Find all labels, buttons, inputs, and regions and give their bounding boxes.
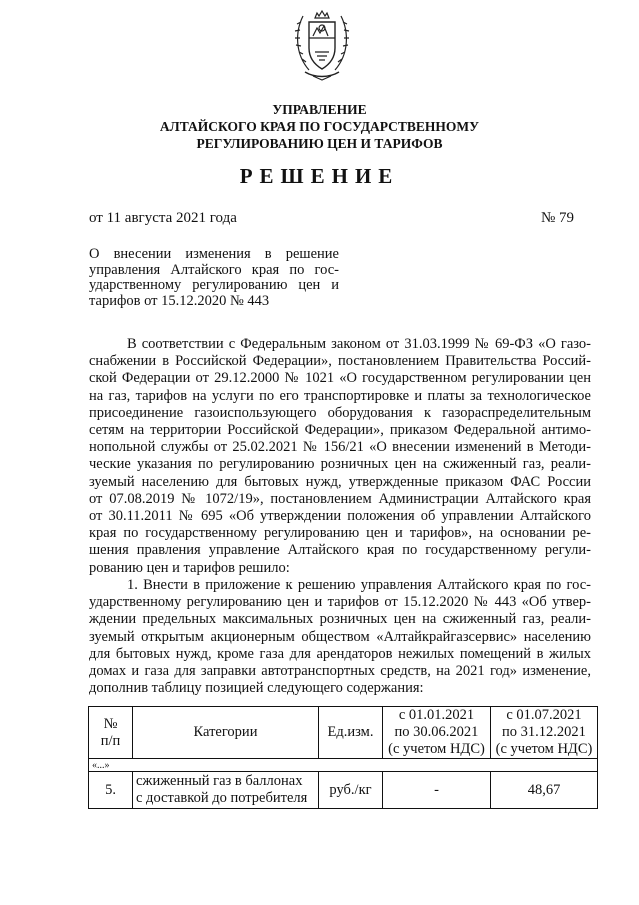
header-period-line: (с учетом НДС): [388, 741, 485, 757]
altai-krai-coat-of-arms-icon: [293, 8, 351, 82]
paragraph-line: нопольной службы от 25.02.2021 № 156/21 «О внесении изменений в Методи-: [89, 439, 591, 456]
row-period-2: 48,67: [491, 772, 598, 809]
paragraph-line: ударственному регулированию цен и тарифов от 15.12.2020 № 443 «Об утвер-: [89, 594, 591, 611]
paragraph-line: ческие указания по регулированию розничных цен на сжиженный газ, реали-: [89, 456, 591, 473]
org-line: РЕГУЛИРОВАНИЮ ЦЕН И ТАРИФОВ: [196, 136, 443, 151]
row-unit: руб./кг: [319, 772, 383, 809]
header-num-line: п/п: [100, 732, 121, 749]
row-category-line: сжиженный газ в баллонах: [136, 773, 303, 789]
row-category-line: с доставкой до потребителя: [136, 790, 308, 806]
price-table: [88, 706, 598, 809]
paragraph-line: домах и газа для заправки автотранспортных средств, на 2021 год» изменение,: [89, 663, 591, 680]
paragraph-line: от 30.11.2011 № 695 «Об утверждении положения об управлении Алтайского: [89, 508, 591, 525]
subject-line: ударственному регулированию цен и: [89, 277, 339, 293]
document-date: от 11 августа 2021 года: [89, 210, 237, 226]
row-num: 5.: [89, 772, 133, 809]
paragraph-line: шения правления управление Алтайского края по государственному регули-: [89, 542, 591, 559]
paragraph-line: снабжении в Российской Федерации», постановлением Правительства Россий-: [89, 353, 591, 370]
subject-line: О внесении изменения в решение: [89, 246, 339, 262]
paragraph-line: 1. Внести в приложение к решению управления Алтайского края по гос-: [127, 577, 591, 593]
table-ellipsis-row: [89, 759, 598, 772]
ellipsis-cell: «...»: [89, 759, 598, 772]
row-period-1: -: [383, 772, 491, 809]
header-period-1: [383, 707, 491, 759]
header-period-line: с 01.07.2021: [506, 707, 582, 723]
paragraph-line: на газ, тарифов на услуги по его транспортировке и платы за технологическое: [89, 387, 591, 404]
header-period-line: по 30.06.2021: [394, 724, 479, 740]
document-number: № 79: [541, 210, 575, 226]
header-period-line: по 31.12.2021: [502, 724, 586, 740]
document-subject: [89, 247, 339, 309]
paragraph-line: дополнив таблицу позицией следующего содержания:: [89, 680, 424, 697]
org-line: УПРАВЛЕНИЕ: [272, 102, 367, 117]
paragraph-line: сетям на территории Российской Федерации», приказом Федеральной антимо-: [89, 422, 591, 439]
header-period-line: (с учетом НДС): [495, 741, 593, 757]
organization-name: [0, 101, 639, 152]
paragraph-line: для бытовых нужд, кроме газа для арендаторов нежилых помещений в жилых: [89, 645, 591, 662]
org-line: АЛТАЙСКОГО КРАЯ ПО ГОСУДАРСТВЕННОМУ: [159, 119, 480, 134]
paragraph-line: присоединение газоиспользующего оборудования к газораспределительным: [89, 404, 591, 421]
table-row: [89, 772, 598, 809]
header-period-line: с 01.01.2021: [398, 707, 475, 723]
header-num-line: №: [103, 715, 118, 732]
header-num: [89, 707, 133, 759]
paragraph-line: ждении предельных максимальных розничных цен на сжиженный газ, реали-: [89, 611, 591, 628]
decision-clause-1: [89, 577, 591, 697]
header-period-2: [491, 707, 598, 759]
paragraph-line: В соответствии с Федеральным законом от 31.03.1999 № 69-ФЗ «О газо-: [127, 336, 591, 352]
table-header-row: [89, 707, 598, 759]
header-category: Категории: [133, 707, 319, 759]
paragraph-line: рованию цен и тарифов решило:: [89, 559, 290, 576]
paragraph-line: от 07.08.2019 № 1072/19», постановлением Администрации Алтайского края: [89, 490, 591, 507]
paragraph-line: края по государственному регулированию цен и тарифов», на основании ре-: [89, 525, 591, 542]
subject-line: управления Алтайского края по гос-: [89, 261, 339, 278]
preamble-paragraph: [89, 336, 591, 577]
row-category: [133, 772, 319, 809]
decision-title: РЕШЕНИЕ: [239, 164, 400, 188]
paragraph-line: ской Федерации от 29.12.2000 № 1021 «О государственном регулировании цен: [89, 370, 591, 387]
subject-line: тарифов от 15.12.2020 № 443: [89, 292, 270, 309]
header-unit: Ед.изм.: [319, 707, 383, 759]
paragraph-line: зуемый открытым акционерным обществом «Алтайкрайгазсервис» населению: [89, 628, 591, 645]
paragraph-line: зуемый населению для бытовых нужд, утвержденные приказом ФАС России: [89, 473, 591, 490]
